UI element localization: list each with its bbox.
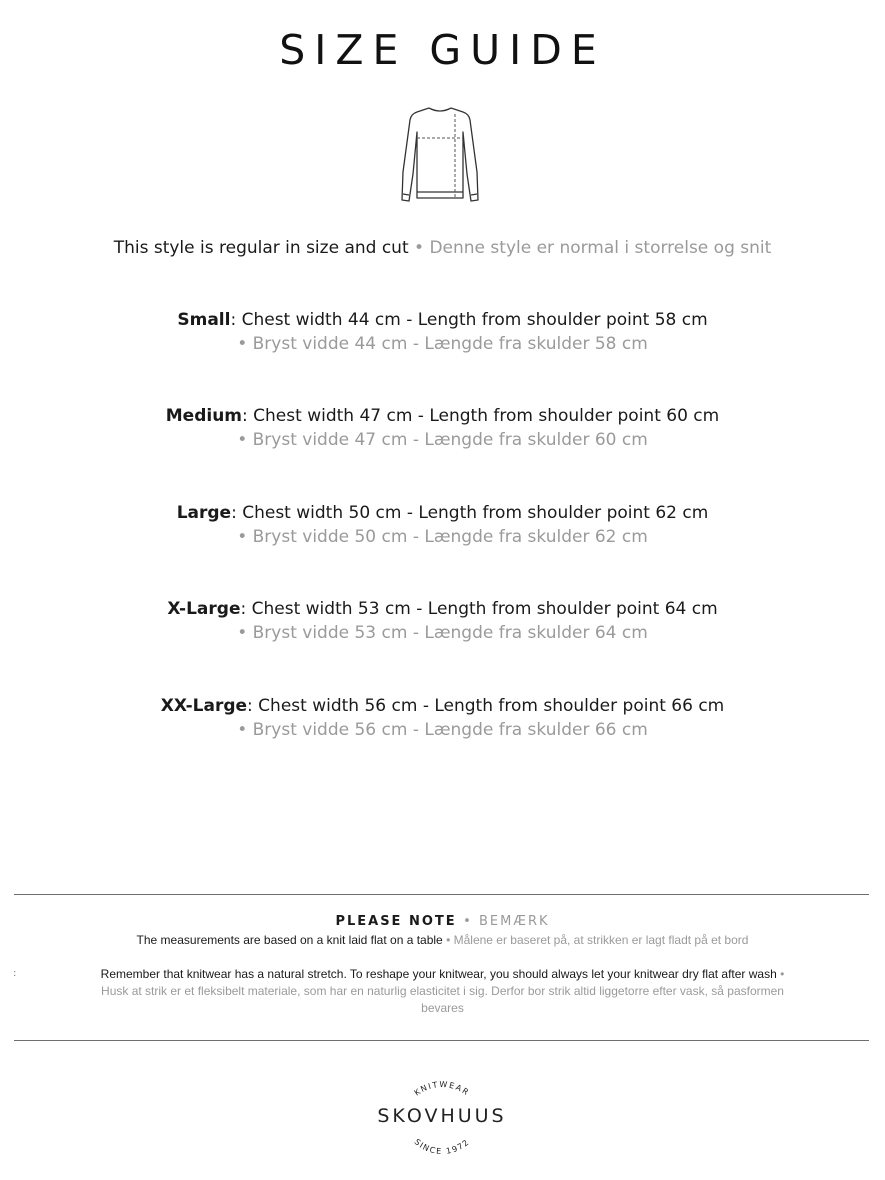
note-stretch (100, 966, 785, 1017)
size-danish: • Bryst vidde 53 cm - Længde fra skulder 64 cm (237, 623, 648, 643)
style-fit-statement (0, 238, 885, 258)
size-danish: • Bryst vidde 56 cm - Længde fra skulder 66 cm (237, 720, 648, 740)
size-row-small (0, 310, 885, 354)
size-row-xx-large (0, 696, 885, 740)
brand-logo (352, 1066, 532, 1176)
note-heading-danish: • BEMÆRK (463, 914, 550, 929)
note-line1-english: The measurements are based on a knit laid flat on a table (136, 933, 443, 947)
svg-text:SINCE 1972 (413, 1137, 472, 1156)
size-english: : Chest width 50 cm - Length from shoulder point 62 cm (231, 503, 709, 523)
size-english: : Chest width 56 cm - Length from shoulder point 66 cm (247, 696, 725, 716)
size-row-x-large (0, 599, 885, 643)
size-label: Medium (165, 406, 243, 426)
note-line2-danish: • Husk at strik er et fleksibelt materiale, som har en naturlig elasticitet i sig. Derfor bor strik altid liggetorre efter vask, så pasformen bevares (101, 967, 785, 1015)
note-heading (0, 914, 885, 929)
logo-brand: SKOVHUUS (377, 1105, 507, 1127)
logo-bottom-arc: SINCE 1972 (412, 1137, 472, 1157)
side-mark: : (13, 968, 17, 979)
divider-top (14, 894, 869, 895)
size-label: Small (177, 310, 231, 330)
size-danish: • Bryst vidde 44 cm - Længde fra skulder 58 cm (237, 334, 648, 354)
note-line2-english: Remember that knitwear has a natural stretch. To reshape your knitwear, you should always let your knitwear dry flat after wash (100, 967, 777, 981)
page-title: SIZE GUIDE (279, 26, 606, 74)
sweater-diagram-icon (385, 102, 495, 212)
size-row-medium (0, 406, 885, 450)
size-label: Large (176, 503, 232, 523)
size-english: : Chest width 44 cm - Length from shoulder point 58 cm (230, 310, 708, 330)
note-line1-danish: • Målene er baseret på, at strikken er lagt fladt på et bord (446, 933, 749, 947)
size-label: XX-Large (160, 696, 248, 716)
svg-text:KNITWEAR (413, 1080, 472, 1098)
divider-bottom (14, 1040, 869, 1041)
size-danish: • Bryst vidde 47 cm - Længde fra skulder 60 cm (237, 430, 648, 450)
size-label: X-Large (167, 599, 241, 619)
note-heading-english: PLEASE NOTE (335, 914, 457, 929)
intro-english: This style is regular in size and cut (113, 238, 409, 258)
size-english: : Chest width 47 cm - Length from shoulder point 60 cm (242, 406, 720, 426)
intro-danish: • Denne style er normal i storrelse og snit (414, 238, 772, 258)
size-english: : Chest width 53 cm - Length from shoulder point 64 cm (240, 599, 718, 619)
size-danish: • Bryst vidde 50 cm - Længde fra skulder 62 cm (237, 527, 648, 547)
logo-top-arc: KNITWEAR (412, 1079, 472, 1098)
size-row-large (0, 503, 885, 547)
note-measurements (100, 932, 785, 949)
